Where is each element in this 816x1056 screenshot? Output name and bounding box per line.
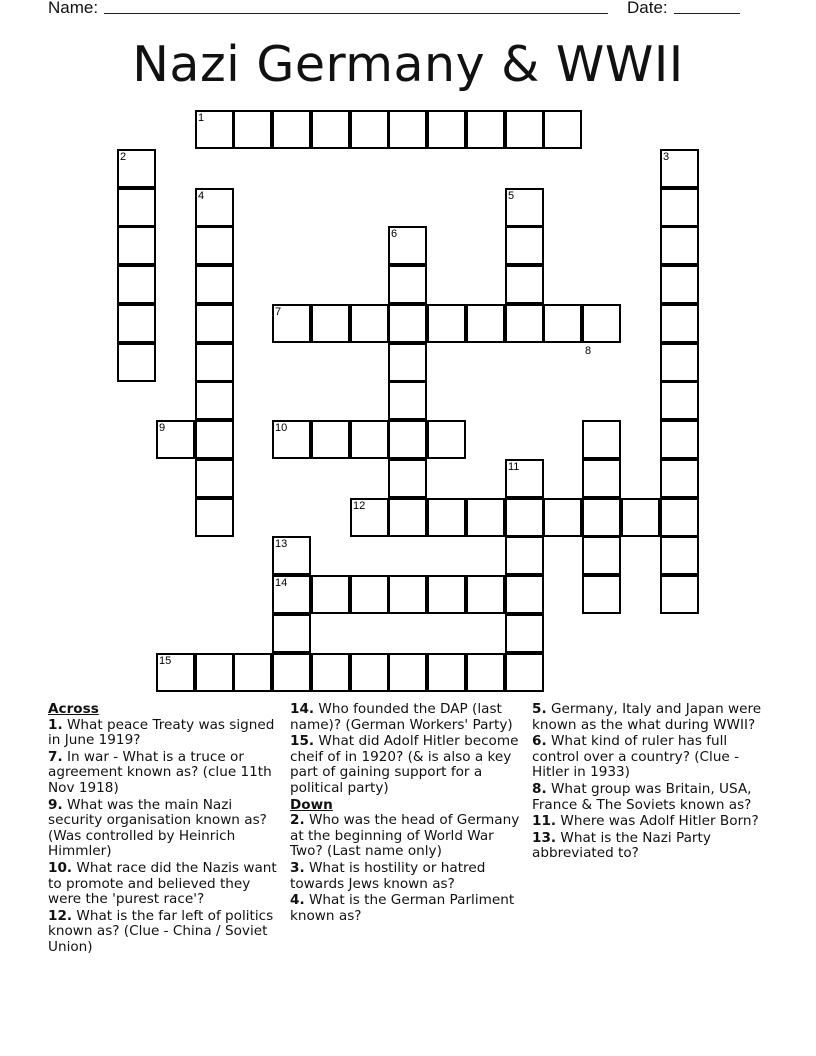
clue-number: 10.: [48, 859, 73, 876]
grid-cell[interactable]: [117, 265, 156, 304]
name-label: Name:: [48, 0, 99, 17]
date-label: Date:: [627, 0, 668, 17]
clue-number: 2.: [290, 812, 305, 829]
grid-cell[interactable]: [660, 343, 699, 382]
grid-cell[interactable]: [466, 653, 505, 692]
clue-text: Who was the head of Germany at the beginning of World War Two? (Last name only): [290, 812, 520, 860]
grid-cell[interactable]: [660, 575, 699, 614]
clue-number-label: 6: [391, 228, 398, 240]
clue-text: What did Adolf Hitler become cheif of in 1920? (& is also a key part of gaining support for a political party): [290, 733, 519, 796]
grid-cell[interactable]: [427, 304, 466, 343]
grid-cell[interactable]: [350, 653, 389, 692]
grid-cell[interactable]: [427, 653, 466, 692]
clue-number-label: 4: [198, 190, 205, 202]
clues-column-3: [532, 702, 768, 863]
clue-number: 4.: [290, 892, 305, 909]
grid-cell[interactable]: [582, 575, 621, 614]
clue-text: What is hostility or hatred towards Jews known as?: [290, 859, 486, 892]
grid-cell[interactable]: [350, 575, 389, 614]
grid-cell[interactable]: [195, 653, 234, 692]
clue-number-label: 14: [275, 577, 288, 589]
grid-cell[interactable]: [582, 536, 621, 575]
grid-cell[interactable]: [272, 110, 311, 149]
grid-cell[interactable]: [388, 498, 427, 537]
clue-number: 3.: [290, 859, 305, 876]
grid-cell[interactable]: [195, 265, 234, 304]
clue-item: [532, 702, 768, 733]
clue-item: [48, 798, 284, 860]
grid-cell[interactable]: [350, 304, 389, 343]
grid-cell[interactable]: [660, 498, 699, 537]
clue-item: [532, 734, 768, 781]
grid-cell[interactable]: [427, 420, 466, 459]
grid-cell[interactable]: [195, 381, 234, 420]
down-heading: Down: [290, 796, 333, 813]
clue-number: 8.: [532, 780, 547, 797]
grid-cell[interactable]: [427, 575, 466, 614]
grid-cell[interactable]: [195, 420, 234, 459]
clue-text: Germany, Italy and Japan were known as the what during WWII?: [532, 701, 762, 733]
grid-cell[interactable]: [195, 304, 234, 343]
grid-cell[interactable]: [311, 420, 350, 459]
clues-column-1: [48, 702, 284, 957]
grid-cell[interactable]: [388, 381, 427, 420]
clue-number: 12.: [48, 907, 73, 924]
grid-cell[interactable]: [505, 304, 544, 343]
grid-cell[interactable]: [660, 265, 699, 304]
grid-cell[interactable]: [505, 575, 544, 614]
clue-number: 7.: [48, 748, 63, 765]
clue-number-label: 3: [663, 151, 670, 163]
grid-cell[interactable]: [505, 226, 544, 265]
across-heading: Across: [48, 701, 99, 717]
clue-item: [48, 861, 284, 908]
clue-item: [290, 702, 526, 733]
grid-cell[interactable]: [582, 304, 621, 343]
clue-item: [290, 734, 526, 796]
grid-cell[interactable]: [582, 420, 621, 459]
grid-cell[interactable]: [388, 343, 427, 382]
grid-cell[interactable]: [505, 653, 544, 692]
clue-text: What race did the Nazis want to promote and believed they were the 'purest race'?: [48, 859, 277, 908]
grid-cell[interactable]: [117, 343, 156, 382]
grid-cell[interactable]: [311, 304, 350, 343]
grid-cell[interactable]: [660, 536, 699, 575]
clue-number-label: 8: [585, 345, 592, 357]
clue-item: [48, 909, 284, 956]
clue-number-label: 11: [508, 461, 520, 473]
grid-cell[interactable]: [388, 575, 427, 614]
grid-cell[interactable]: [466, 110, 505, 149]
grid-cell[interactable]: [195, 226, 234, 265]
page-title: Nazi Germany & WWII: [132, 36, 684, 93]
clue-number: 11.: [532, 813, 557, 830]
grid-cell[interactable]: [388, 653, 427, 692]
clue-number-label: 1: [198, 112, 205, 124]
grid-cell[interactable]: [350, 110, 389, 149]
grid-cell[interactable]: [505, 110, 544, 149]
grid-cell[interactable]: [660, 188, 699, 227]
grid-cell[interactable]: [388, 110, 427, 149]
grid-cell[interactable]: [195, 343, 234, 382]
grid-cell[interactable]: [427, 498, 466, 537]
grid-cell[interactable]: [660, 459, 699, 498]
grid-cell[interactable]: [660, 304, 699, 343]
clue-number: 1.: [48, 716, 63, 733]
grid-cell[interactable]: [388, 420, 427, 459]
clue-item: [290, 893, 526, 924]
clue-number-label: 9: [159, 422, 166, 434]
clue-text: Where was Adolf Hitler Born?: [556, 813, 759, 830]
clue-text: What kind of ruler has full control over a country? (Clue - Hitler in 1933): [532, 733, 740, 781]
clue-number-label: 12: [353, 500, 366, 512]
grid-cell[interactable]: [505, 536, 544, 575]
grid-cell[interactable]: [466, 575, 505, 614]
clue-item: [532, 831, 768, 862]
grid-cell[interactable]: [582, 459, 621, 498]
grid-cell[interactable]: [117, 226, 156, 265]
clue-text: What is the German Parliment known as?: [290, 892, 515, 924]
clue-item: [48, 718, 284, 749]
grid-cell[interactable]: [195, 498, 234, 537]
clue-item: [532, 782, 768, 813]
grid-cell[interactable]: [427, 110, 466, 149]
grid-cell[interactable]: [311, 110, 350, 149]
grid-cell[interactable]: [350, 420, 389, 459]
clue-text: What is the far left of politics known as? (Clue - China / Soviet Union): [48, 907, 274, 955]
grid-cell[interactable]: [621, 498, 660, 537]
clue-number-label: 15: [159, 655, 172, 667]
clue-number: 9.: [48, 796, 63, 813]
grid-cell[interactable]: [543, 498, 582, 537]
clue-text: Who founded the DAP (last name)? (German Workers' Party): [290, 701, 513, 733]
clue-text: What is the Nazi Party abbreviated to?: [532, 829, 711, 862]
clue-text: In war - What is a truce or agreement known as? (clue 11th Nov 1918): [48, 748, 272, 796]
grid-cell[interactable]: [388, 265, 427, 304]
clues-column-2: [290, 702, 526, 925]
clue-item: [532, 814, 768, 830]
grid-cell[interactable]: [195, 459, 234, 498]
clue-item: [290, 861, 526, 892]
grid-cell[interactable]: [388, 459, 427, 498]
grid-cell[interactable]: [660, 226, 699, 265]
grid-cell[interactable]: [466, 304, 505, 343]
grid-cell[interactable]: [311, 575, 350, 614]
clue-item: [48, 750, 284, 797]
clue-text: What peace Treaty was signed in June 1919?: [48, 716, 275, 749]
grid-cell[interactable]: [311, 653, 350, 692]
clue-text: What was the main Nazi security organisation known as? (Was controlled by Heinrich Himmler): [48, 796, 267, 860]
clue-text: What group was Britain, USA, France & The Soviets known as?: [532, 780, 752, 813]
grid-cell[interactable]: [505, 614, 544, 653]
grid-cell[interactable]: [233, 110, 272, 149]
grid-cell[interactable]: [272, 614, 311, 653]
grid-cell[interactable]: [466, 498, 505, 537]
grid-cell[interactable]: [117, 304, 156, 343]
clue-number-label: 2: [120, 151, 127, 163]
clue-number: 15.: [290, 733, 315, 750]
clue-number-label: 13: [275, 538, 288, 550]
grid-cell[interactable]: [117, 188, 156, 227]
grid-cell[interactable]: [660, 381, 699, 420]
clue-number: 14.: [290, 701, 315, 717]
grid-cell[interactable]: [388, 304, 427, 343]
clue-number-label: 10: [275, 422, 288, 434]
grid-cell[interactable]: [543, 110, 582, 149]
grid-cell[interactable]: [505, 265, 544, 304]
clue-item: [290, 813, 526, 860]
clue-number: 5.: [532, 701, 547, 717]
clue-number-label: 5: [508, 190, 515, 202]
clue-number: 6.: [532, 733, 547, 750]
grid-cell[interactable]: [543, 304, 582, 343]
grid-cell[interactable]: [582, 498, 621, 537]
grid-cell[interactable]: [660, 420, 699, 459]
clue-number: 13.: [532, 829, 557, 846]
grid-cell[interactable]: [233, 653, 272, 692]
grid-cell[interactable]: [272, 653, 311, 692]
clue-number-label: 7: [275, 306, 282, 318]
grid-cell[interactable]: [505, 498, 544, 537]
